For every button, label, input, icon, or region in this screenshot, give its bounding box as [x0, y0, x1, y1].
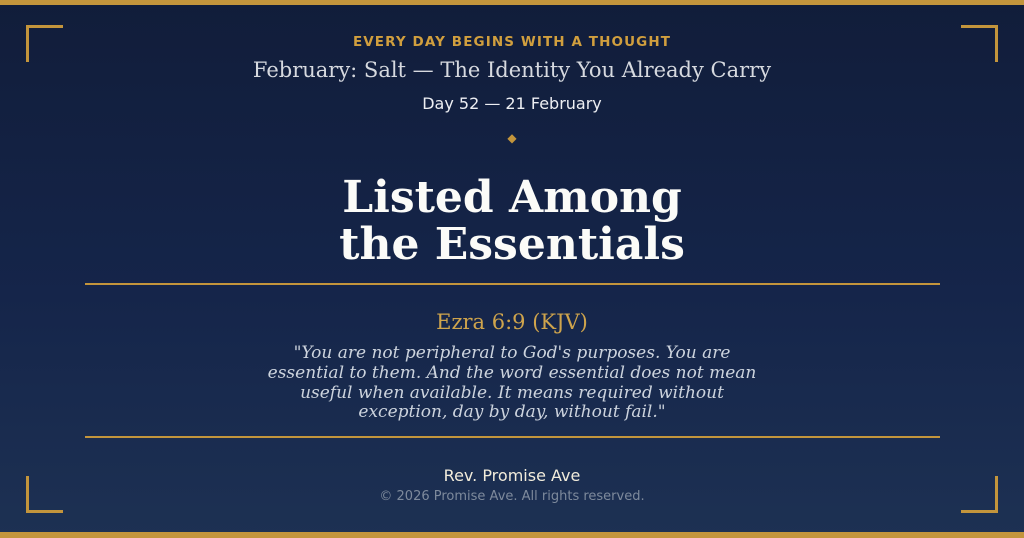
copyright-notice: © 2026 Promise Ave. All rights reserved.: [379, 489, 645, 504]
divider-top: [85, 283, 940, 285]
quote-line: exception, day by day, without fail.": [358, 402, 666, 423]
quote-line: essential to them. And the word essential does not mean: [267, 362, 757, 383]
author-name: Rev. Promise Ave: [443, 466, 581, 485]
title-line-1: Listed Among: [342, 172, 682, 223]
series-title: February: Salt — The Identity You Already Carry: [252, 58, 772, 82]
main-title: [0, 174, 1024, 268]
verse-reference: Ezra 6:9 (KJV): [436, 310, 588, 334]
diamond-icon: ◆: [507, 131, 517, 145]
top-gold-bar: [0, 0, 1024, 5]
quote-line: useful when available. It means required without: [300, 382, 724, 403]
quote-line: "You are not peripheral to God's purposes. You are: [293, 343, 731, 363]
day-line: Day 52 — 21 February: [422, 94, 602, 113]
kicker-text: EVERY DAY BEGINS WITH A THOUGHT: [352, 34, 672, 50]
bottom-gold-bar: [0, 532, 1024, 538]
title-line-2: the Essentials: [339, 219, 685, 270]
quote-text: [0, 344, 1024, 423]
divider-bottom: [85, 436, 940, 438]
